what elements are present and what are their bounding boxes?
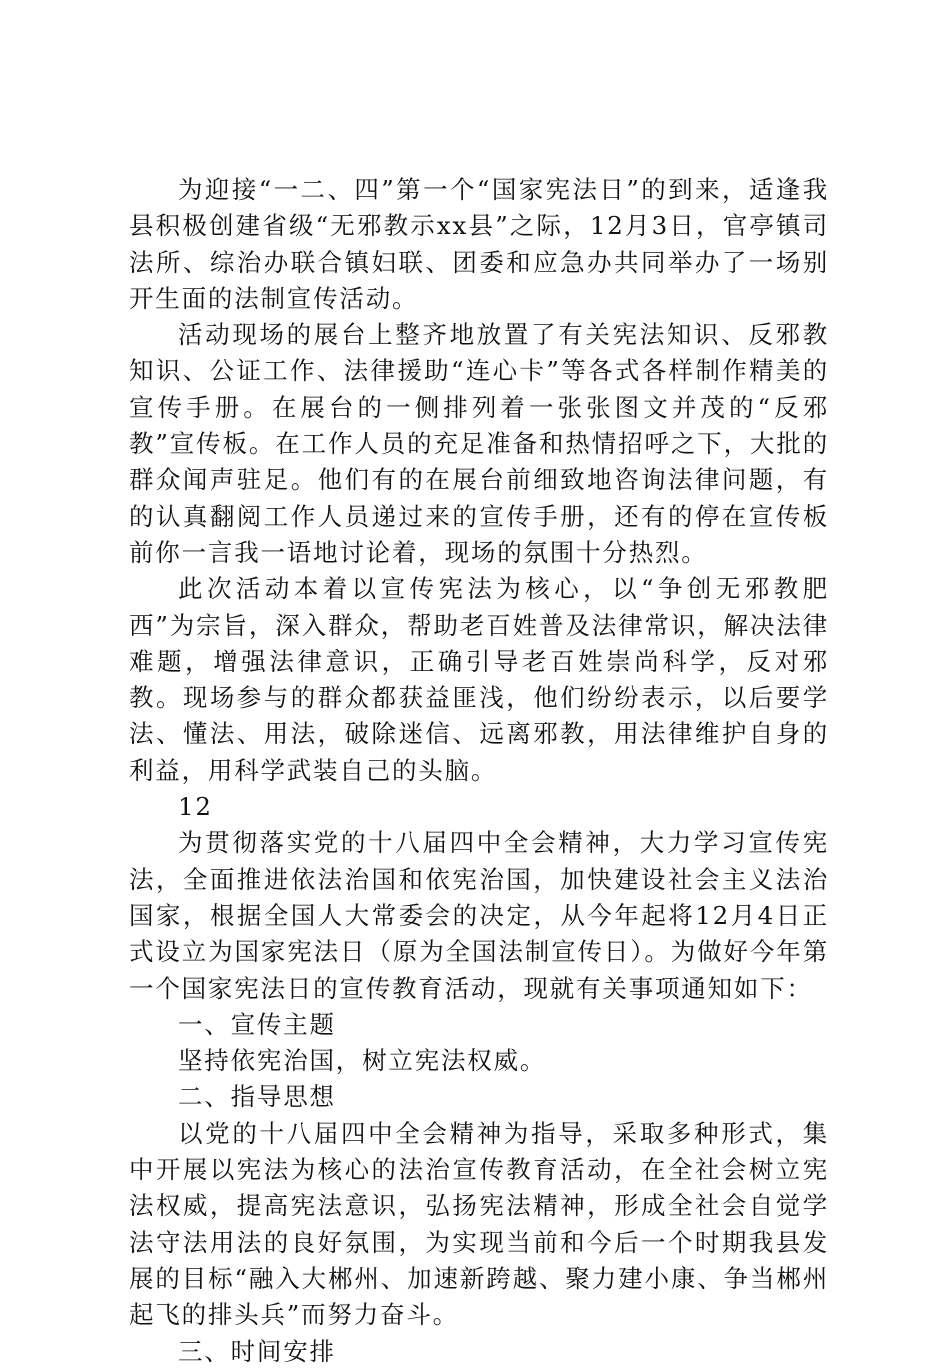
paragraph-notice-intro: 为贯彻落实党的十八届四中全会精神，大力学习宣传宪法，全面推进依法治国和依宪治国，加快建设社会主义法治国家，根据全国人大常委会的决定，从今年起将12月4日正式设立为国家宪法日（原为全国法制宣传日）。为做好今年第一个国家宪法日的宣传教育活动，现就有关事项通知如下： (129, 828, 829, 1003)
paragraph-event-summary: 此次活动本着以宣传宪法为核心，以“争创无邪教肥西”为宗旨，深入群众，帮助老百姓普及法律常识，解决法律难题，增强法律意识，正确引导老百姓崇尚科学，反对邪教。现场参与的群众都获益匪浅，他们纷纷表示，以后要学法、懂法、用法，破除迷信、远离邪教，用法律维护自身的利益，用科学武装自己的头脑。 (129, 574, 829, 785)
paragraph-event-intro: 为迎接“一二、四”第一个“国家宪法日”的到来，适逢我县积极创建省级“无邪教示xx县”之际，12月3日，官亭镇司法所、综治办联合镇妇联、团委和应急办共同举办了一场别开生面的法制宣传活动。 (129, 175, 829, 313)
section-heading-schedule: 三、时间安排 (178, 1336, 336, 1366)
section-heading-theme: 一、宣传主题 (178, 1009, 336, 1039)
section-heading-guiding-ideology: 二、指导思想 (178, 1082, 336, 1112)
paragraph-theme: 坚持依宪治国，树立宪法权威。 (178, 1046, 547, 1076)
paragraph-event-scene: 活动现场的展台上整齐地放置了有关宪法知识、反邪教知识、公证工作、法律援助“连心卡”等各式各样制作精美的宣传手册。在展台的一侧排列着一张张图文并茂的“反邪教”宣传板。在工作人员的充足准备和热情招呼之下，大批的群众闻声驻足。他们有的在展台前细致地咨询法律问题，有的认真翻阅工作人员递过来的宣传手册，还有的停在宣传板前你一言我一语地讨论着，现场的氛围十分热烈。 (129, 320, 829, 567)
paragraph-number: 12 (178, 792, 213, 822)
document-body (129, 172, 829, 1370)
paragraph-guiding-ideology: 以党的十八届四中全会精神为指导，采取多种形式，集中开展以宪法为核心的法治宣传教育活动，在全社会树立宪法权威，提高宪法意识，弘扬宪法精神，形成全社会自觉学法守法用法的良好氛围，为实现当前和今后一个时期我县发展的目标“融入大郴州、加速新跨越、聚力建小康、争当郴州起飞的排头兵”而努力奋斗。 (129, 1118, 829, 1330)
